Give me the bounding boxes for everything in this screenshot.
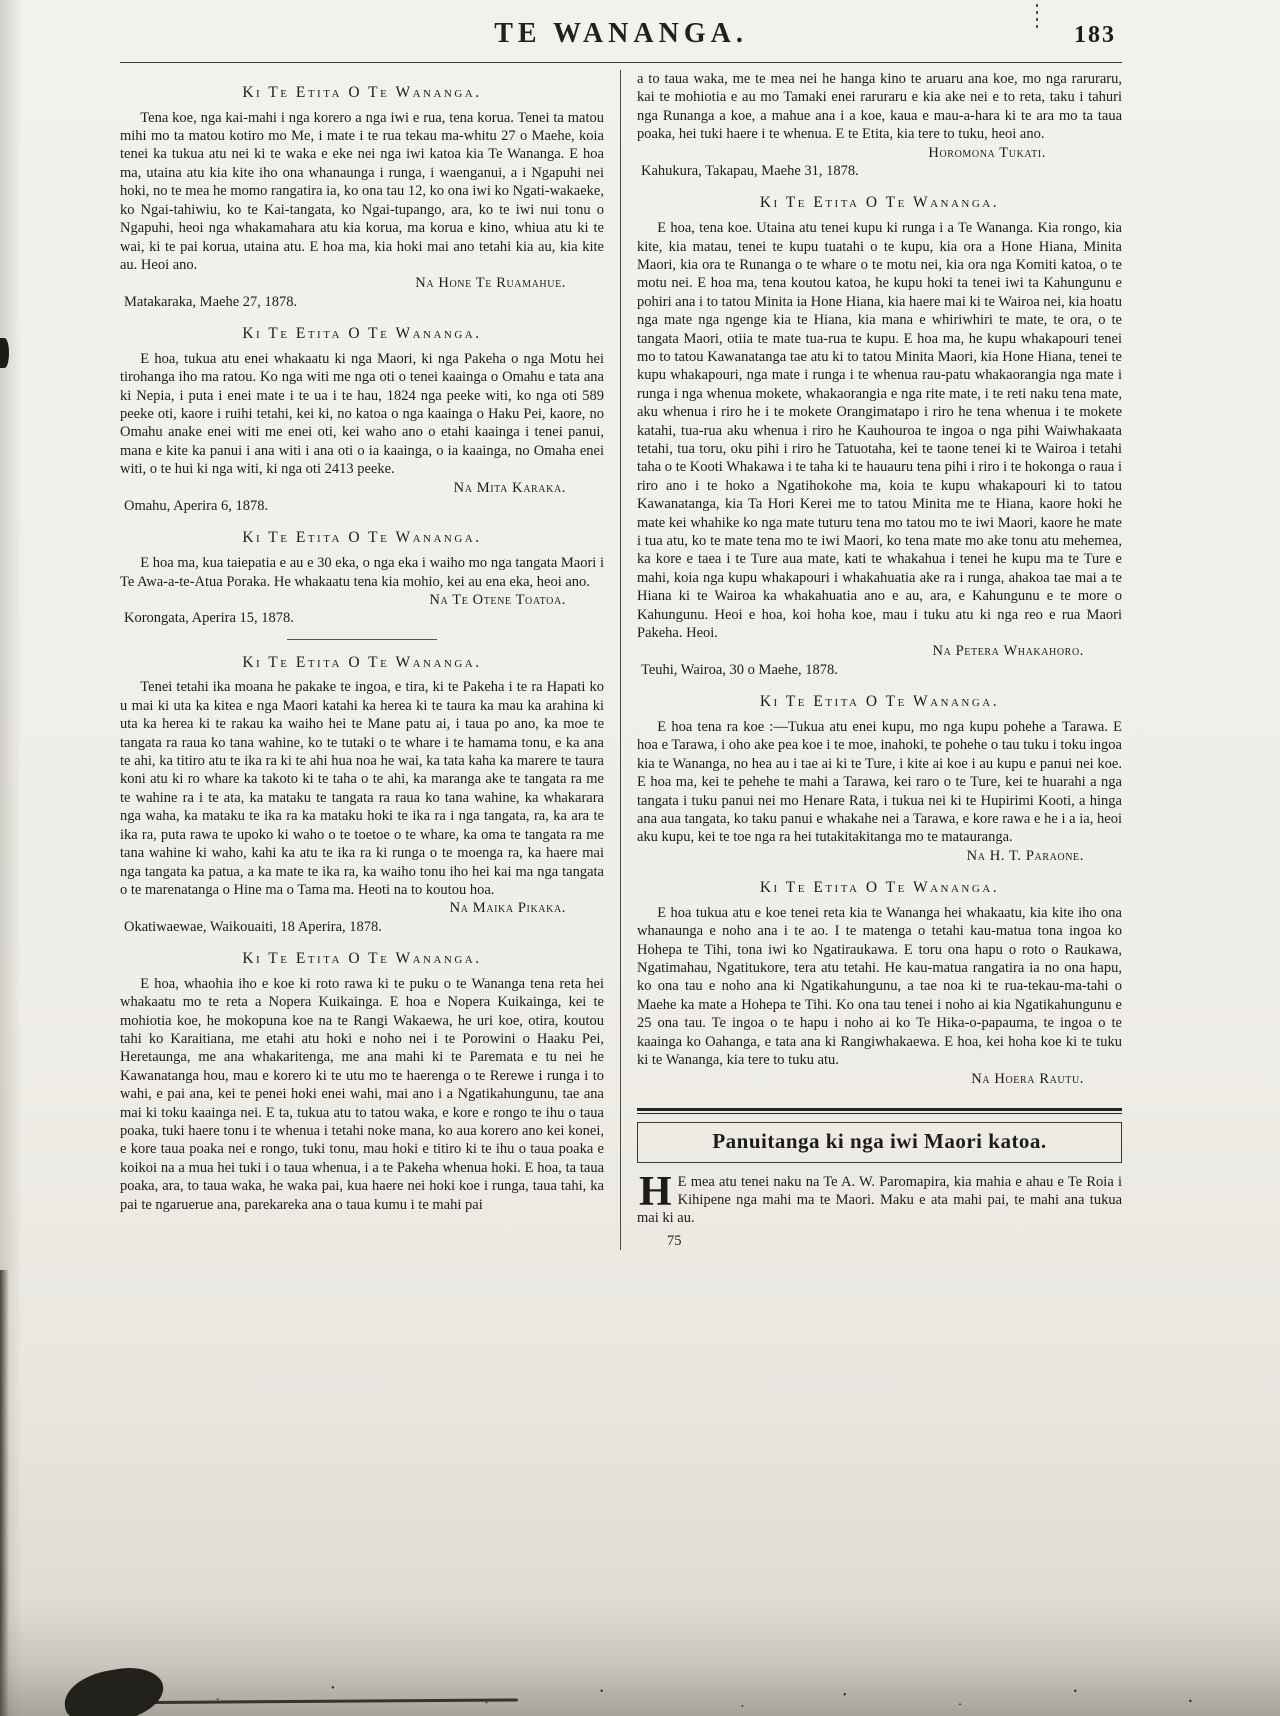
- letter-heading: Ki Te Etita O Te Wananga.: [242, 84, 482, 101]
- notice-double-rule: [637, 1108, 1122, 1114]
- left-column: [120, 70, 621, 1250]
- scan-left-shade-artifact: [0, 0, 22, 1716]
- page-content: [120, 14, 1122, 1250]
- letter-heading: Ki Te Etita O Te Wananga.: [242, 529, 482, 547]
- letter: [120, 324, 604, 515]
- letter-body: E hoa tukua atu e koe tenei reta kia te Wananga hei whakaatu, kia kite iho ona whanaunga e noho ana i te ao. I te matenga o tetahi kau-matua tona ingoa ko Hohepa te Tihi, tona iwi ko Ngatiraukawa. E toru ona hapu o roto o Raukawa, Ngatimahau, Ngatitukore, tera atu tetahi. He kau-matua rangatira ia no ona hapu, ko ona tau e noho ana ki Ngatikahungunu, a tae noa ki te rua-tekau-ma-tahi o Maehe ka mate a Hohepa te Tihi. Ko ona tau tenei i noho ai kia Ngatikahungunu e 25 ona tau. Te ingoa o te hapu i noho ai ko Te Hika-o-papauma, te ingoa o te kaainga ko Oahanga, e tata ana ki Rangiwhakaewa. E hoa, kei hoha koe ki te tuku ki te Wananga, kia tere to tuku atu.: [637, 904, 1122, 1069]
- scan-corner-blob-artifact: [61, 1662, 168, 1716]
- letter: [637, 692, 1122, 865]
- letter-body: E hoa tena ra koe :—Tukua atu enei kupu, mo nga kupu pohehe a Tarawa. E hoa e Tarawa, i oho ake pea koe i te moe, inahoki, te pohehe o tau tuku i toku ingoa kia te Wananga, no hea au i tae ai ki te Ture, i kite ai koe i au kupu e panui nei koe. E hoa ma, kei te pehehe te mahi a Tarawa, kei raro o te Ture, kei te huarahi a nga tangata i tuku panui nei mo Henare Rata, i tukua nei ki te Hupirimi Kooti, a hinga ana aua tangata, ko taku panui e whakahe nei a Tarawa, e kore rawa e he i a ia, heoi aku kupu, kei te toe nga ra hei tutakitakitanga mo te matauranga.: [637, 718, 1122, 846]
- letter-dateline: Matakaraka, Maehe 27, 1878.: [124, 293, 298, 310]
- notice-panel: [637, 1108, 1122, 1250]
- notice-title: Panuitanga ki nga iwi Maori katoa.: [712, 1128, 1047, 1153]
- letter-body: E hoa, tukua atu enei whakaatu ki nga Maori, ki nga Pakeha o nga Motu hei tirohanga iho ma ratou. Ko nga witi me nga oti o tenei kaainga o Omahu e tata ana ki Nepia, i puta i enei mate i te ua i te hau, 1824 nga peeke witi, ko nga oti 589 peeke oti, kaore i ruihi tetahi, kei ki, no katoa o nga kaainga o Haku Pei, kaore, no Omahu anake enei witi me enei oti, kei waho ano o etahi kaainga i tenei panui, mana e kite ka panui i ana witi i ana oti o ia kaainga, o ia kaainga, no Omaha enei witi, o te hui ki nga witi, ki nga oti 2413 peeke.: [120, 350, 604, 478]
- header-rule: [120, 62, 1122, 64]
- notice-body-text: E mea atu tenei naku na Te A. W. Paromapira, kia mahia e ahau e Te Roia i Kihipene nga mahi ma te Maori. Maku e ata mahi pai, te mahi ana tukua mai ki au.: [637, 1173, 1122, 1227]
- scan-left-edge-artifact: [0, 1270, 9, 1716]
- letter-body: a to taua waka, me te mea nei he hanga kino te aruaru ana koe, mo nga raruraru, kai te mohiotia e au mo Tamaki enei raruraru e kia ake nei e to reta, taku i tahuri nga Runanga a koe, a mahue ana i a koe, kaua e mau-a-hara ki te ara mo ta taua poaka, hei tuki haere i te whenua. E te Etita, kia tere to tuku, heoi ano.: [637, 71, 1122, 143]
- letter-heading: Ki Te Etita O Te Wananga.: [759, 879, 1000, 897]
- letter-body: E hoa, tena koe. Utaina atu tenei kupu ki runga i a Te Wananga. Kia rongo, kia kite, kia matau, tenei te kupu tuatahi o te kupu, kia ora a Hone Hiana, Minita Maori, kia ora te Runanga o te whare o te motu nei, kia ora nga Komiti katoa, o te motu nei. E hoa ma, tena koutou katoa, he kupu hoki ta tenei iwi ta Kahungunu e pohiri ana i to tatou Minita ia Hone Hiana, kia haere mai ki te Wairoa nei, kia hoatu nga mate nga ngenge kia te Hiana, kia mana e whiriwhiri te mate, te ora, o te tangata Maori, otiia te mate tua-rua te kupu. E hoa ma, he kupu whakapouri tenei mo to tatou Kawanatanga tae atu ki to tatou Minita Maori, kia Hone Hiana, tenei te kupu whakapouri, nga mate i runga i te whenua rau-patu whakaorangia nga mate i runga i nga whenua mokete, whakaorangia e nga rite mate, i te reti naku tena mate, aku whenua i riro he i te mokete Orangimatapo i riro he tena whenua i te mokete katahi, tua-rua aku whenua i riro he Kauhouroa te ingoa o nga pihi Waiwhakaata tetahi, tua toru, oku pihi i riro he Tatuotaha, kei te taone tenei ki te Wairoa i tetahi taha o te Kooti Whakawa i te taha ki te hauauru tena pihi i riro i te hokonga o raua i riro ano i te hoko a Ngatihokohe ma, koia te kupu whakapouri ki to tatou Kawanatanga, kia Ta Hori Kerei me to tatou Minita me te Hiana, kaore hoki he mate kei whahike ko nga mate tuturu tena mo tatou mo te iwi Maori, kaore he mate i tua atu, ko te mate tena mo te iwi Maori, ko tena mate mo ake tonu atu mehemea, ka kore e taea i te Ture aua mate, kati te whakahua i tenei he kupu ma te Ture e mahi, koia nga kupu whakapouri i whakahuatia ake ra i runga, ahakoa tae mai a te Hiana ki te Wairoa ka whakahuatia ano e au, ara, e Kahungunu e te more o Kahungunu. Heoi e hoa, koi hoha koe, mau i tuku atu ki nga reo e rua Maori Pakeha. Heoi.: [637, 220, 1122, 642]
- letter-signature: Na Hone Te Ruamahue.: [415, 275, 566, 292]
- scan-bottom-shade-artifact: [0, 1600, 1280, 1716]
- letter: [120, 83, 604, 311]
- letter-continuation: [637, 70, 1122, 180]
- letter-heading: Ki Te Etita O Te Wananga.: [242, 325, 482, 343]
- letter-body: E hoa, whaohia iho e koe ki roto rawa ki te puku o te Wananga tena reta hei whakaatu mo te reta a Nopera Kuikainga. E hoa e Nopera Kuikainga, kei te mohiotia koe, he mokopuna koe na te Rangi Wakaewa, he uri koe, otira, koutou tahi ko Karaitiana, me etahi atu hoki e noho nei i te Porowini o Haaku Pei, Heretaunga, me ana whakaritenga, me ana mahi ki te Paremata e tu nei he Kawanatanga hou, mau e korero ki te utu mo te haerenga o te Rerewe i runga i to wahi, e pai ana, kei te penei hoki enei wahi, mai ano i a Ngatikahungunu, tae ana mai ki toku kaainga nei. E ta, tukua atu to tatou waka, e kore e rongo te ihu o taua poaka, tuki haere tonu i te whenua i tetahi noke mana, ko aua korero ano kei konei, e kore taua poaka nei e rongo, tuki tonu, mau hoki e titiro ki te ihu o taua poaka e koikoi na a mua hei tuki i o taua whenua, i a te Pakeha whenua hoki. E hoa, ta taua poaka, ara, to taua waka, he waka pai, kua haere nei hoki koe i runga, taua tahi, ka pai te ngaruerue ana, parekareka ana o taua kumu i te mahi pai: [120, 975, 604, 1213]
- letter-heading: Ki Te Etita O Te Wananga.: [759, 693, 1000, 711]
- notice-body: [637, 1168, 1122, 1228]
- letter-heading: Ki Te Etita O Te Wananga.: [242, 653, 482, 671]
- letter: [120, 528, 604, 627]
- letter-separator-rule: [287, 639, 437, 640]
- letter-body: E hoa ma, kua taiepatia e au e 30 eka, o nga eka i waiho mo nga tangata Maori i Te Awa-a-te-Atua Poraka. He whakaatu tena kia mohio, kei au ena eka, heoi ano.: [120, 555, 604, 590]
- letter-heading: Ki Te Etita O Te Wananga.: [759, 194, 1000, 212]
- letter-signature: Na Te Otene Toatoa.: [429, 591, 566, 608]
- notice-dropcap: H: [639, 1168, 672, 1215]
- letter-signature: Na Maika Pikaka.: [449, 900, 566, 917]
- letter: [637, 878, 1122, 1088]
- letter-dateline: Kahukura, Takapau, Maehe 31, 1878.: [641, 163, 859, 180]
- letter: [120, 653, 604, 936]
- letter-body: Tena koe, nga kai-mahi i nga korero a nga iwi e rua, tena korua. Tenei ta matou mihi mo ta matou kotiro mo Me, i mate i te rua tekau ma-whitu 27 o Maehe, koia tenei ka tukua atu nei ki te waka e eke nei nga iwi katoa kia Te Wananga. E hoa ma, utaina atu kia kite iho ona whanaunga i runga, i waenganui, a i Ngapuhi nei hoki, no te mea he momo rangatira ia, ko ona tau 12, ko ona iwi ko Ngati-wakaeke, ko Ngai-tahiwiu, ko te Kai-tangata, ko Ngai-tupango, ara, ko te iwi nui tonu o Ngapuhi, heoi nga whakamahara atu kia korua, ma korua e kino, whiua atu ki te wai, ki te pai korua, utaina atu. E hoa ma, kia hoki mai ano tetahi kia au, kia kite au. Heoi ano.: [120, 109, 604, 273]
- letter-dateline: Omahu, Aperira 6, 1878.: [124, 498, 269, 515]
- notice-title-box: [637, 1122, 1122, 1163]
- letter-signature: Na H. T. Paraone.: [966, 847, 1084, 864]
- masthead-title: TE WANANGA.: [494, 18, 748, 49]
- scan-bottom-line-artifact: [78, 1698, 518, 1704]
- letter: [120, 949, 604, 1214]
- letter-heading: Ki Te Etita O Te Wananga.: [242, 950, 482, 968]
- scan-ink-mark-artifact: [0, 338, 9, 368]
- letter-dateline: Korongata, Aperira 15, 1878.: [124, 610, 294, 627]
- scan-specks-artifact: [0, 1632, 1280, 1716]
- letter-dateline: Teuhi, Wairoa, 30 o Maehe, 1878.: [641, 661, 838, 678]
- notice-number: 75: [667, 1232, 682, 1249]
- letter: [637, 193, 1122, 679]
- letter-signature: Na Hoera Rautu.: [971, 1070, 1084, 1087]
- page-number: 183: [1074, 22, 1116, 48]
- letter-dateline: Okatiwaewae, Waikouaiti, 18 Aperira, 1878.: [124, 918, 382, 935]
- letter-signature: Horomona Tukati.: [928, 144, 1046, 161]
- right-column: [621, 70, 1122, 1250]
- page-header: [120, 14, 1122, 62]
- columns: [120, 70, 1122, 1250]
- letter-signature: Na Petera Whakahoro.: [932, 643, 1084, 660]
- letter-body: Tenei tetahi ika moana he pakake te ingoa, e tira, ki te Pakeha i te ra Hapati ko u mai ki uta ka kitea e nga Maori katahi ka herea ki te taura ka mau ka arahina ki uta ka herea ki te rakau ka waiho hei te Mane patu ai, i taua po ano, ka moe te tangata ra raua ko tana wahine, ko te tutaki o te whare i te hamama tonu, e ka ana te ahi, ka titiro atu te ika ra ki te ahi hua noa he wai, ka tata kaha ka marere te taura koni atu ki ro whare ka takoto ki te taha o te ahi, ka maranga ake te tangata ra me te wahine ra i te ata, ka mataku te tangata ra raua ko tana wahine, ka whakarara nga waha, ka mataku te ika ra ka mataku hoki te ika ra i nga tangata, ra, ka ara te ika ra, puta rawa te upoko ki waho o te toetoe o te whare, ka oma te tangata ra me tana wahine ki waho, kahi ka atu te ika ra ki runga o te moenga ra, ka haere mai nga tangata ka patua, a ka mate te ika ra, ka waiho tonu iho hei kai ma nga tangata o te marenatanga o Hine ma o Tama ma. Heoti na to koutou hoa.: [120, 679, 604, 898]
- letter-signature: Na Mita Karaka.: [453, 479, 566, 496]
